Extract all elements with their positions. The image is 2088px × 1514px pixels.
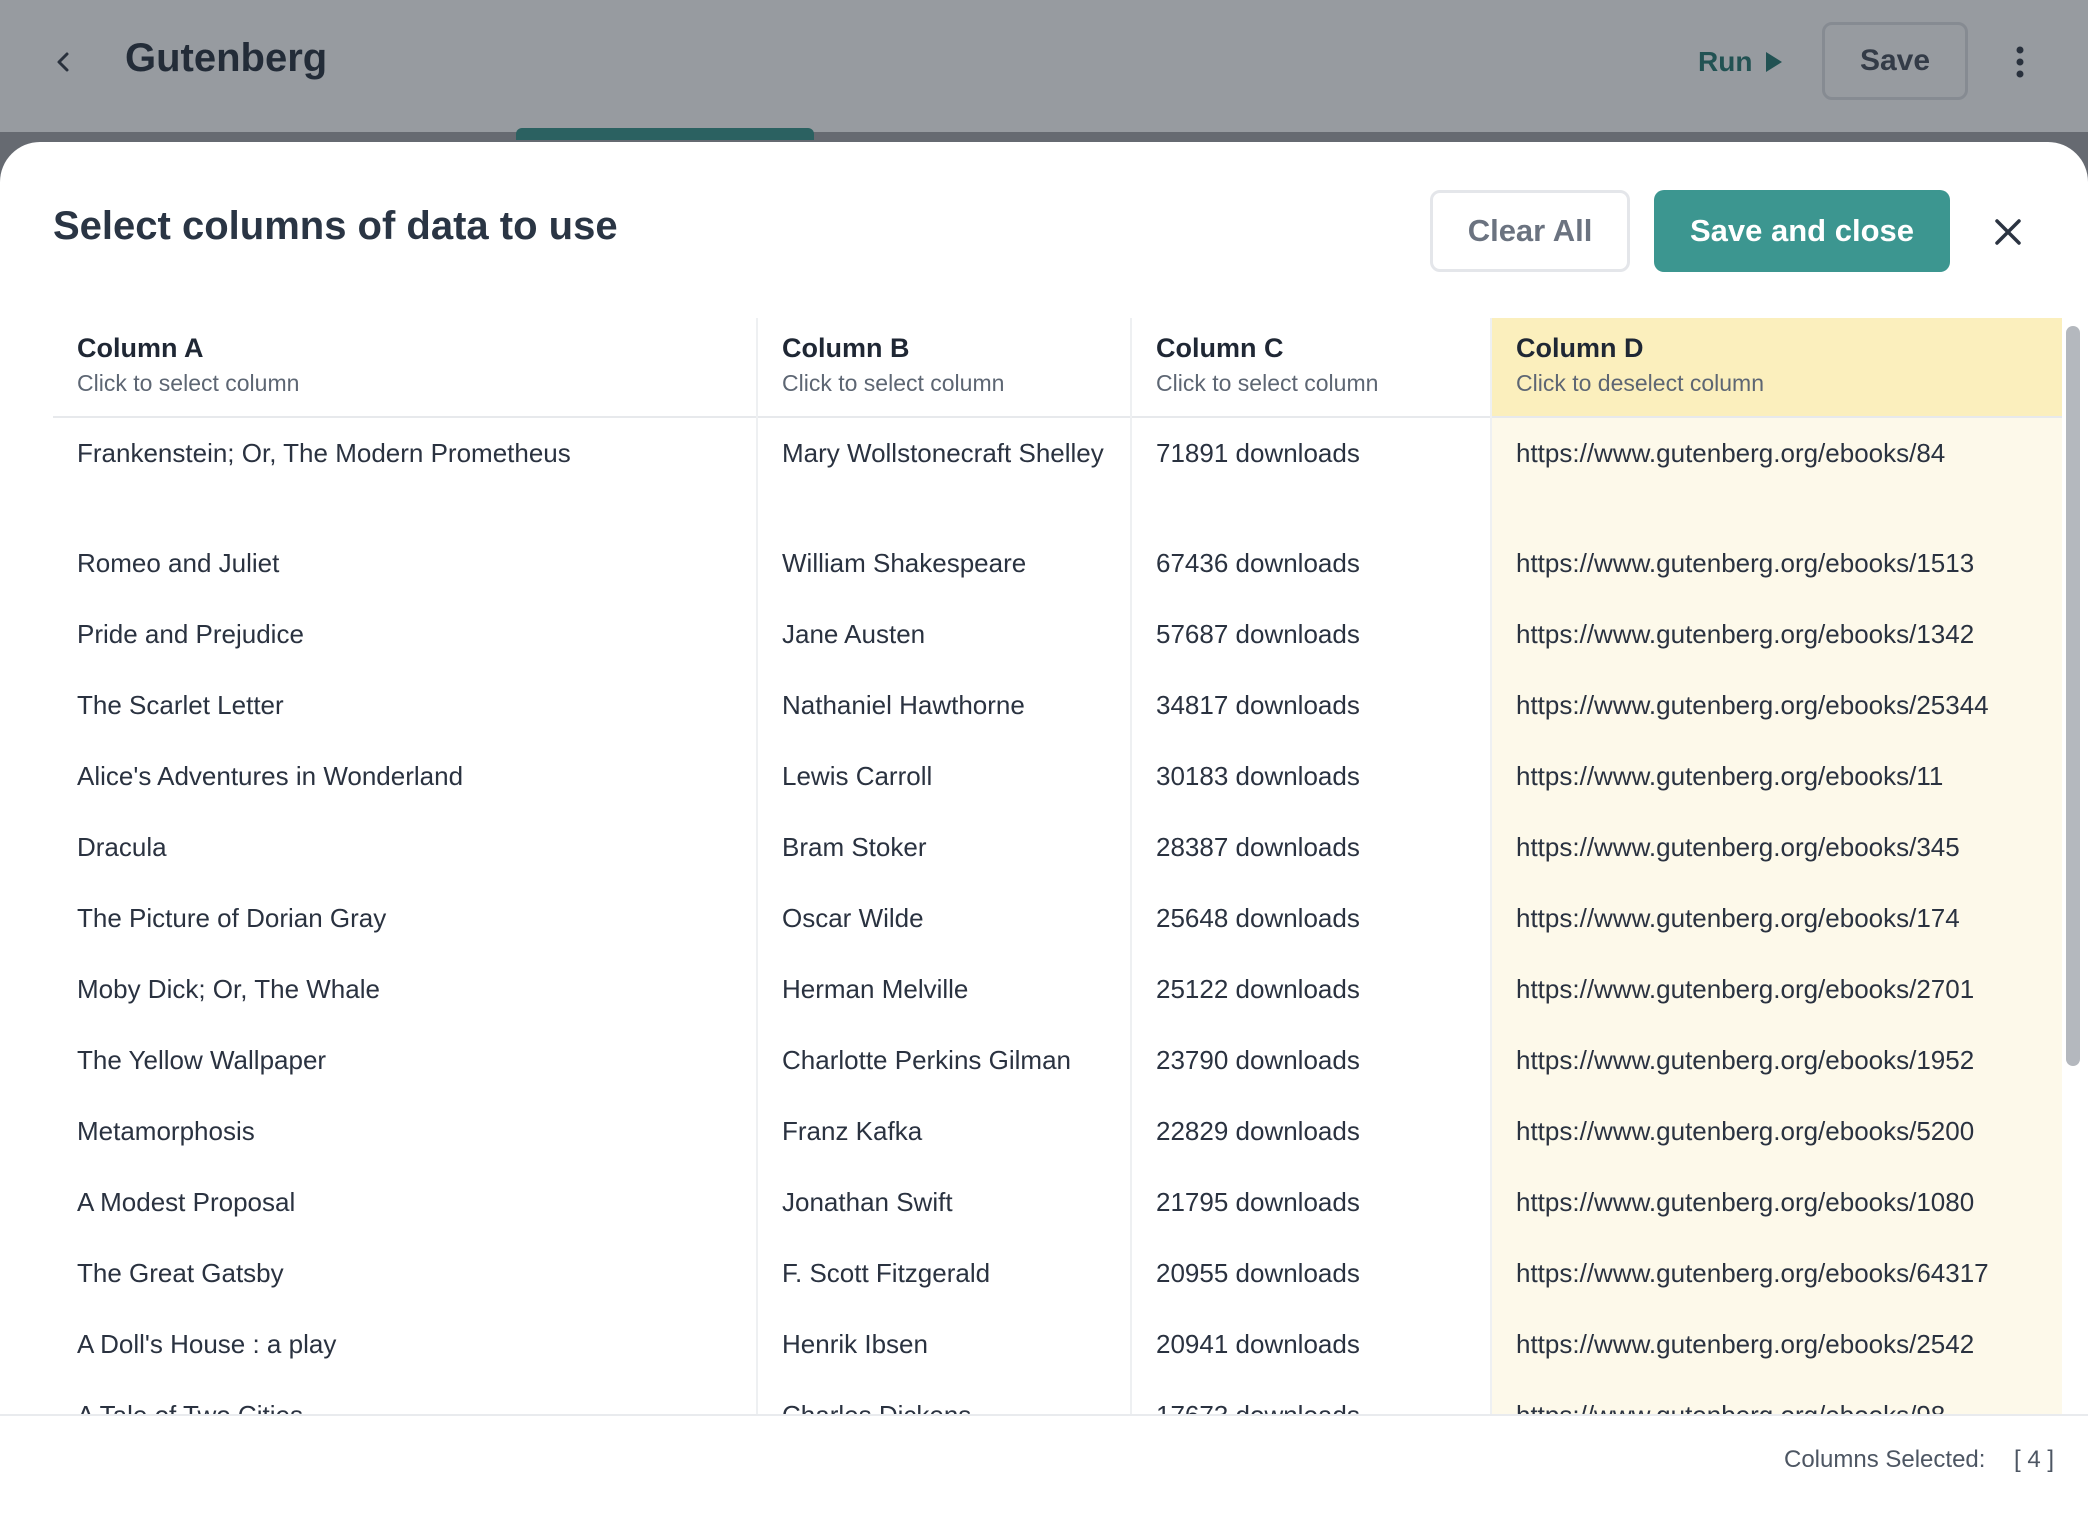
- table-cell: https://www.gutenberg.org/ebooks/174: [1516, 903, 1960, 933]
- table-cell: Dracula: [77, 832, 167, 862]
- page-title: Gutenberg: [125, 36, 328, 80]
- table-cell: 20941 downloads: [1156, 1329, 1360, 1359]
- table-cell: https://www.gutenberg.org/ebooks/25344: [1516, 690, 1989, 720]
- table-cell: 67436 downloads: [1156, 548, 1360, 578]
- table-cell: https://www.gutenberg.org/ebooks/11: [1516, 761, 1944, 791]
- table-cell: 25122 downloads: [1156, 974, 1360, 1004]
- column-header-hint: Click to select column: [77, 370, 300, 396]
- table-cell: William Shakespeare: [782, 548, 1027, 578]
- table-cell: The Picture of Dorian Gray: [77, 903, 387, 933]
- column-header[interactable]: [53, 318, 756, 418]
- table-cell: 23790 downloads: [1156, 1045, 1360, 1075]
- modal-title: Select columns of data to use: [53, 204, 618, 248]
- column-header-hint: Click to select column: [782, 370, 1005, 396]
- close-icon: [1993, 217, 2023, 247]
- column-header-hint: Click to deselect column: [1516, 370, 1764, 396]
- table-cell: 71891 downloads: [1156, 438, 1360, 468]
- column-header-title: Column D: [1516, 333, 1644, 363]
- table-cell: https://www.gutenberg.org/ebooks/1513: [1516, 548, 1975, 578]
- table-cell: https://www.gutenberg.org/ebooks/64317: [1516, 1258, 1989, 1288]
- column-header[interactable]: [758, 318, 1130, 418]
- table-cell: Metamorphosis: [77, 1116, 255, 1146]
- table-cell: Alice's Adventures in Wonderland: [77, 761, 464, 791]
- clear-all-button[interactable]: Clear All: [1430, 190, 1630, 272]
- table-column[interactable]: [1492, 318, 2062, 1514]
- table-cell: A Doll's House : a play: [77, 1329, 337, 1359]
- table-cell: https://www.gutenberg.org/ebooks/2701: [1516, 974, 1975, 1004]
- modal-footer: [0, 1414, 2088, 1514]
- save-and-close-button[interactable]: Save and close: [1654, 190, 1950, 272]
- save-button[interactable]: Save: [1822, 22, 1968, 100]
- table-cell: Jonathan Swift: [782, 1187, 953, 1217]
- table-column[interactable]: [1132, 318, 1492, 1514]
- table-cell: Frankenstein; Or, The Modern Prometheus: [77, 438, 571, 468]
- table-cell: Lewis Carroll: [782, 761, 933, 791]
- columns-selected-label: Columns Selected:: [1784, 1446, 1986, 1473]
- table-cell: 57687 downloads: [1156, 619, 1360, 649]
- table-cell: Nathaniel Hawthorne: [782, 690, 1025, 720]
- table-cell: Jane Austen: [782, 619, 926, 649]
- table-cell: The Great Gatsby: [77, 1258, 284, 1288]
- table-cell: Henrik Ibsen: [782, 1329, 928, 1359]
- column-header[interactable]: [1132, 318, 1490, 418]
- scrollbar-thumb[interactable]: [2066, 326, 2080, 1066]
- columns-selected-count: [ 4 ]: [2014, 1446, 2055, 1473]
- table-column[interactable]: [53, 318, 758, 1514]
- table-cell: https://www.gutenberg.org/ebooks/345: [1516, 832, 1960, 862]
- table-cell: 25648 downloads: [1156, 903, 1360, 933]
- table-column[interactable]: [758, 318, 1132, 1514]
- table-cell: F. Scott Fitzgerald: [782, 1258, 991, 1288]
- column-header[interactable]: [1492, 318, 2062, 418]
- close-button[interactable]: [1984, 208, 2032, 256]
- table-cell: Franz Kafka: [782, 1116, 923, 1146]
- table-cell: Bram Stoker: [782, 832, 927, 862]
- table-cell: https://www.gutenberg.org/ebooks/2542: [1516, 1329, 1975, 1359]
- table-cell: Herman Melville: [782, 974, 969, 1004]
- table-cell: Oscar Wilde: [782, 903, 924, 933]
- column-select-modal: [0, 142, 2088, 1514]
- table-cell: https://www.gutenberg.org/ebooks/1342: [1516, 619, 1975, 649]
- table-cell: https://www.gutenberg.org/ebooks/5200: [1516, 1116, 1975, 1146]
- column-header-title: Column C: [1156, 333, 1284, 363]
- table-cell: The Scarlet Letter: [77, 690, 284, 720]
- table-cell: https://www.gutenberg.org/ebooks/1080: [1516, 1187, 1975, 1217]
- table-cell: Pride and Prejudice: [77, 619, 304, 649]
- table-cell: Charlotte Perkins Gilman: [782, 1045, 1071, 1075]
- table-cell: https://www.gutenberg.org/ebooks/84: [1516, 438, 1946, 468]
- column-header-hint: Click to select column: [1156, 370, 1379, 396]
- table-cell: 20955 downloads: [1156, 1258, 1360, 1288]
- table-cell: 28387 downloads: [1156, 832, 1360, 862]
- table-cell: 21795 downloads: [1156, 1187, 1360, 1217]
- table-cell: Moby Dick; Or, The Whale: [77, 974, 380, 1004]
- table-cell: A Modest Proposal: [77, 1187, 296, 1217]
- table-cell: Mary Wollstonecraft Shelley: [782, 438, 1104, 468]
- table-cell: Romeo and Juliet: [77, 548, 280, 578]
- table-cell: 30183 downloads: [1156, 761, 1360, 791]
- table-cell: The Yellow Wallpaper: [77, 1045, 327, 1075]
- table-cell: 34817 downloads: [1156, 690, 1360, 720]
- run-label: Run: [1698, 46, 1753, 77]
- table-cell: 22829 downloads: [1156, 1116, 1360, 1146]
- data-table: [53, 318, 2062, 1514]
- table-cell: https://www.gutenberg.org/ebooks/1952: [1516, 1045, 1975, 1075]
- column-header-title: Column B: [782, 333, 910, 363]
- column-header-title: Column A: [77, 333, 204, 363]
